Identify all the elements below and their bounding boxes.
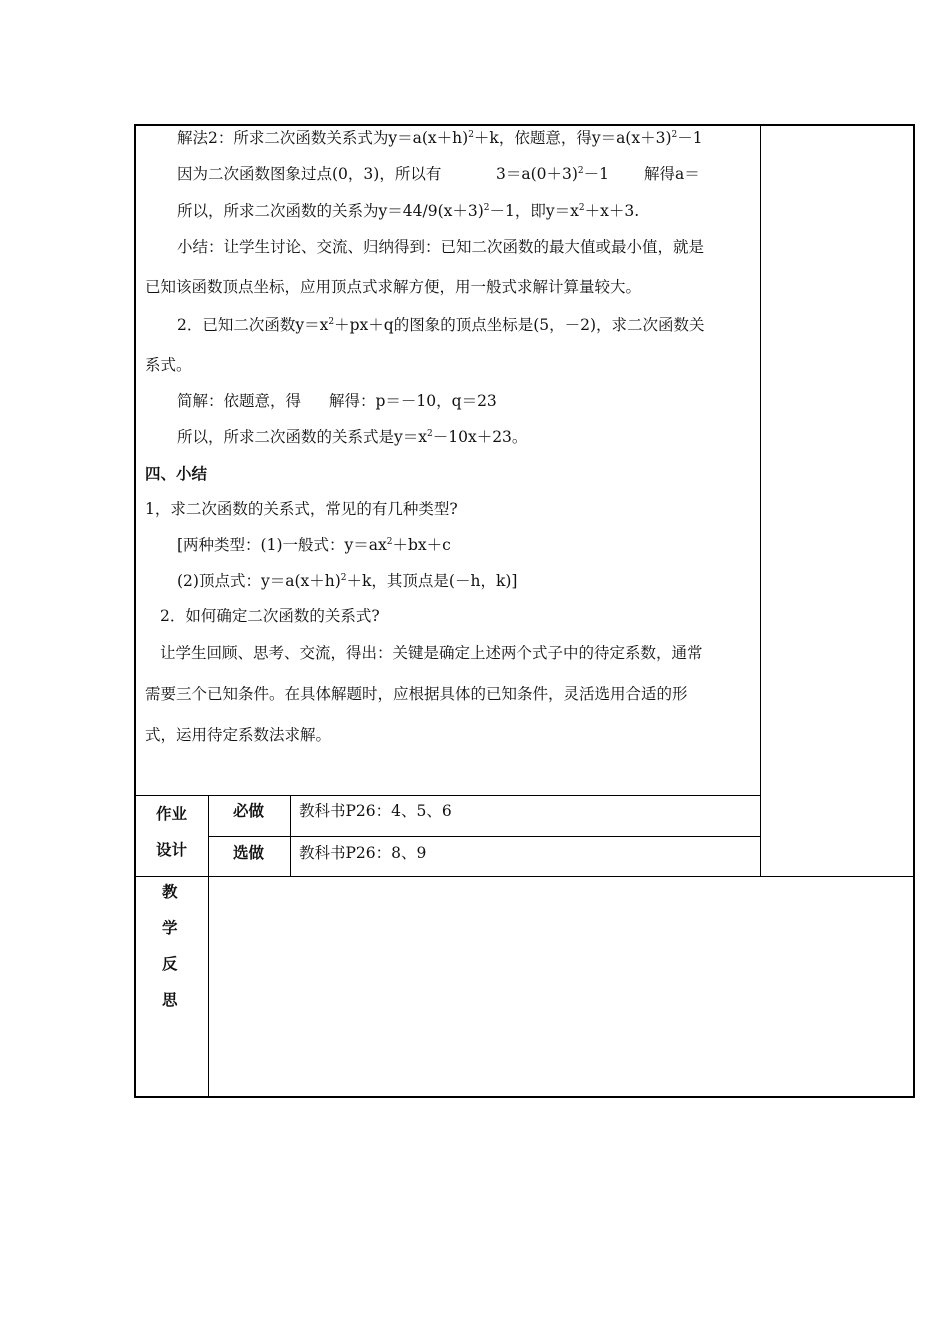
- table-bottom-border: [134, 1096, 915, 1098]
- required-text: 教科书P26：4、5、6: [299, 802, 452, 820]
- brief-solution-result: 解得：p＝－10，q＝23: [329, 392, 497, 410]
- conclusion-line-1: 让学生回顾、思考、交流，得出：关键是确定上述两个式子中的待定系数，通常: [160, 644, 703, 662]
- solution-method-2-line: 解法2：所求二次函数关系式为$y=a(x+h)^2+k$，依题意，得$y=a(x+3)^2-1$: [177, 129, 703, 147]
- summary-line-2: 已知该函数顶点坐标，应用顶点式求解方便，用一般式求解计算量较大。: [145, 278, 642, 296]
- homework-type-divider: [290, 795, 291, 877]
- point-condition-line: 因为二次函数图象过点(0，3)，所以有: [177, 165, 442, 183]
- homework-label-top: 作业: [156, 805, 188, 823]
- example-2-line-2: 系式。: [145, 356, 192, 374]
- required-label: 必做: [233, 802, 265, 820]
- table-right-border: [913, 124, 915, 1098]
- table-left-border: [134, 124, 136, 1098]
- conclusion-line-3: 式，运用待定系数法求解。: [145, 726, 332, 744]
- vertex-form-line: (2)顶点式：$y=a(x+h)^2+k$，其顶点是(－h，k)]: [177, 572, 518, 590]
- reflection-char-4: 思: [162, 991, 178, 1009]
- homework-bottom-border: [134, 876, 915, 877]
- optional-label: 选做: [233, 844, 265, 862]
- reflection-char-1: 教: [162, 883, 178, 901]
- brief-solution-label: 简解：依题意，得: [177, 392, 302, 410]
- summary-line-1: 小结：让学生讨论、交流、归纳得到：已知二次函数的最大值或最小值，就是: [177, 238, 705, 256]
- summary-question-1: 1，求二次函数的关系式，常见的有几种类型?: [145, 500, 458, 518]
- reflection-char-2: 学: [162, 919, 178, 937]
- homework-top-border: [134, 795, 761, 796]
- homework-label-divider: [208, 795, 209, 1097]
- homework-label-bottom: 设计: [156, 841, 188, 859]
- content-right-divider: [760, 124, 761, 877]
- solve-a-text: 解得a＝: [644, 165, 700, 183]
- general-form-line: [两种类型：(1)一般式：$y=ax^2+bx+c$: [177, 536, 451, 554]
- reflection-char-3: 反: [162, 955, 178, 973]
- final-relation-line: 所以，所求二次函数的关系式是$y=x^2-10x+23$。: [177, 428, 528, 446]
- point-equation: $3=a(0+3)^2-1$: [496, 165, 610, 183]
- optional-text: 教科书P26：8、9: [299, 844, 427, 862]
- summary-question-2: 2．如何确定二次函数的关系式?: [160, 607, 380, 625]
- result-relation-line: 所以，所求二次函数的关系为$y=44/9(x+3)^2-1$，即$y=x^2+x+3$.: [177, 202, 640, 220]
- table-top-border: [134, 124, 915, 126]
- example-2-line-1: 2．已知二次函数$y=x^2+px+q$的图象的顶点坐标是(5，－2)，求二次函数关: [177, 316, 705, 334]
- section-heading-summary: 四、小结: [145, 465, 208, 483]
- conclusion-line-2: 需要三个已知条件。在具体解题时，应根据具体的已知条件，灵活选用合适的形: [145, 685, 688, 703]
